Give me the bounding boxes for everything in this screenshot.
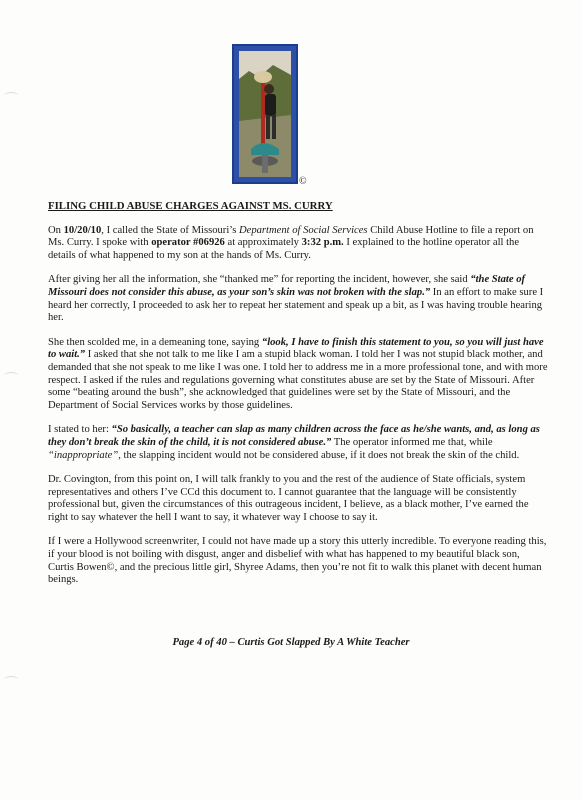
text-run: She then scolded me, in a demeaning tone, saying xyxy=(48,336,262,348)
call-time: 3:32 p.m. xyxy=(301,237,344,249)
document-body xyxy=(48,200,548,599)
text-run: On xyxy=(48,224,64,236)
scan-mark xyxy=(4,372,18,379)
department-name: Department of Social Services xyxy=(238,224,368,236)
call-date: 10/20/10 xyxy=(63,224,102,236)
paragraph-hotline-call xyxy=(48,225,548,263)
scan-mark xyxy=(4,676,18,683)
text-run: I explained to the hotline operator all the details of what happened to my son at the hands of Ms. Curry. xyxy=(48,237,520,261)
child-photo xyxy=(232,44,298,184)
text-run: at approximately xyxy=(224,237,302,249)
text-run: , the slapping incident would not be considered abuse, if it does not break the skin of the child. xyxy=(118,449,520,461)
paragraph-statement xyxy=(48,424,548,462)
text-run: I asked that she not talk to me like I am a stupid black woman. I told her I was not stupid black mother, and demanded that she not speak to me like I was one. I told her to address me in a more professional tone, and with more respect. I asked if the rules and regulations governing what constitutes abuse are set by the State of Missouri. After some “beating around the bush”, she acknowledged that guidelines were set by the State of Missouri, and the Department of Social Services works by those guidelines. xyxy=(48,349,548,411)
inappropriate-term: “inappropriate” xyxy=(48,449,119,461)
document-title: FILING CHILD ABUSE CHARGES AGAINST MS. CURRY xyxy=(48,200,333,212)
author-quote: “So basically, a teacher can slap as many children across the face as he/she wants, and, as long as they don’t break the skin of the child, it is not considered abuse.” xyxy=(48,424,540,448)
text-run: The operator informed me that, while xyxy=(331,436,493,448)
paragraph-screenwriter: If I were a Hollywood screenwriter, I could not have made up a story this utterly incredible. To everyone reading this, if your blood is not boiling with disgust, anger and disbelief with what has happened to my beautiful black son, Curtis Bowen©, and the precious little girl, Shyree Adams, then you’re not fit to walk this planet with decent human beings. xyxy=(48,536,547,586)
paragraph-operator-response xyxy=(48,274,548,324)
photo-illustration xyxy=(239,51,291,177)
text-run: Child Abuse Hotline to file a report on Ms. Curry. I spoke with xyxy=(48,224,534,249)
operator-id: operator #06926 xyxy=(151,237,225,249)
paragraph-scolding xyxy=(48,337,548,413)
photo-copyright-mark: © xyxy=(299,176,307,187)
operator-quote: “look, I have to finish this statement to you, so you will just have to wait.” xyxy=(48,336,544,361)
page-footer: Page 4 of 40 – Curtis Got Slapped By A White Teacher xyxy=(172,637,410,648)
scan-mark xyxy=(4,92,18,99)
text-run: I stated to her: xyxy=(48,424,112,436)
text-run: , I called the State of Missouri’s xyxy=(101,224,239,236)
operator-quote: “the State of Missouri does not consider this abuse, as your son’s skin was not broken with the slap.” xyxy=(48,274,526,298)
photo-content xyxy=(239,51,291,177)
text-run: In an effort to make sure I heard her correctly, I proceeded to ask her to repeat her statement and speak up a bit, as I was having trouble hearing her. xyxy=(48,286,544,324)
text-run: After giving her all the information, she “thanked me” for reporting the incident, however, she said xyxy=(48,274,471,286)
paragraph-address-covington: Dr. Covington, from this point on, I will talk frankly to you and the rest of the audience of State officials, system representatives and others I’ve CCd this document to. I cannot guarantee that the language will be consistently professional but, given the circumstances of this outrageous incident, I believe, as a black mother, I’ve earned the right to say whatever the hell I want to say, it whatever way I choose to say it. xyxy=(48,474,529,523)
